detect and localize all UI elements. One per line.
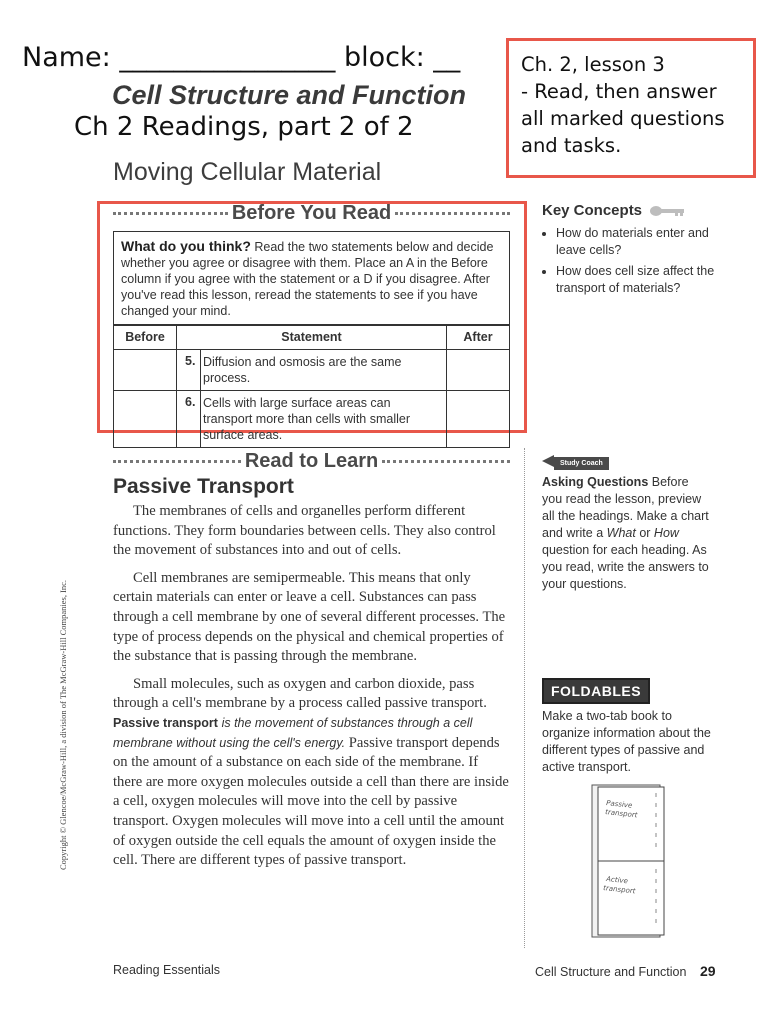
how-term: How <box>653 526 679 540</box>
list-item: • How do materials enter and leave cells? <box>556 225 742 259</box>
name-label: Name: <box>22 42 111 73</box>
key-concepts <box>542 202 742 301</box>
two-tab-book-illustration <box>590 783 670 941</box>
tip-text: question for each heading. As you read, write the answers to your questions. <box>542 543 709 591</box>
study-coach-badge <box>542 452 603 470</box>
tab-label-passive: Passive <box>605 799 633 810</box>
paragraph <box>113 675 509 871</box>
before-header: Before <box>114 325 177 350</box>
key-icon <box>649 204 685 218</box>
read-to-learn-heading <box>113 450 510 473</box>
page-number: 29 <box>699 963 716 979</box>
statement-number: 6. <box>177 391 201 448</box>
after-header: After <box>447 325 510 350</box>
instruction-note <box>506 38 756 178</box>
statement-header: Statement <box>177 325 447 350</box>
passive-transport-heading: Passive Transport <box>113 475 294 498</box>
key-concepts-list <box>542 225 742 297</box>
key-concepts-title: Key Concepts <box>542 202 643 219</box>
readings-title: Ch 2 Readings, part 2 of 2 <box>74 112 414 142</box>
footer-chapter <box>535 963 716 979</box>
column-divider <box>524 448 525 948</box>
block-blank[interactable]: __ <box>433 42 461 73</box>
prompt-bold: What do you think? <box>121 238 251 254</box>
dotted-rule <box>113 212 228 215</box>
after-cell[interactable] <box>447 350 510 391</box>
prompt-text: Read the two statements below and decide whether you agree or disagree with them. Place an A in the Before column if you agree with the statement or a D if you disagree. After you've read this lesson, reread the statements to see if you have changed your mind. <box>121 240 494 318</box>
dotted-rule <box>113 460 241 463</box>
note-line: all marked questions <box>521 107 725 130</box>
footer-chapter-title: Cell Structure and Function <box>535 965 687 979</box>
asking-questions-tip <box>542 474 712 593</box>
footer-book-title: Reading Essentials <box>113 963 221 977</box>
before-cell[interactable] <box>114 350 177 391</box>
table-row <box>114 350 510 391</box>
table-header-row <box>114 325 510 350</box>
asking-questions-heading: Asking Questions <box>542 475 649 489</box>
note-line: - Read, then answer <box>521 80 717 103</box>
paragraph-end: Passive transport depends on the amount of a substance on each side of the membrane. If there are more oxygen molecules outside a cell than there are inside a cell, oxygen molecules will move into the cell by passive transport. Oxygen molecules will move into a cell until the amount of oxygen outside the cell equals the amount of oxygen inside the cell. There are different types of passive transport. <box>113 734 509 869</box>
name-block-line <box>22 42 460 73</box>
tab-label-active: Active <box>605 875 629 886</box>
paragraph: Cell membranes are semipermeable. This means that only certain materials can enter or leave a cell. Substances can pass through a cell membrane by one of several different processes. The type of process depends on the physical and chemical properties of the substance that is passing through the membrane. <box>113 569 506 665</box>
paragraph-start: Small molecules, such as oxygen and carbon dioxide, pass through a cell's membrane by a process called passive transport. <box>113 675 487 712</box>
name-blank[interactable]: ________________ <box>119 42 336 73</box>
after-cell[interactable] <box>447 391 510 448</box>
list-item: • How does cell size affect the transport of materials? <box>556 263 742 297</box>
copyright-notice: Copyright © Glencoe/McGraw-Hill, a division of The McGraw-Hill Companies, Inc. <box>58 579 68 870</box>
chapter-title: Cell Structure and Function <box>112 80 467 110</box>
dotted-rule <box>382 460 510 463</box>
tip-text: Before you read the lesson, preview all the headings. Make a chart and write a <box>542 475 709 540</box>
tab-label-passive: transport <box>604 808 638 820</box>
note-line: Ch. 2, lesson 3 <box>521 53 665 76</box>
block-label: block: <box>343 42 425 73</box>
tab-label-active: transport <box>602 884 636 896</box>
pencil-icon <box>542 455 554 467</box>
key-term: Passive transport <box>113 715 218 730</box>
what-do-you-think-prompt <box>113 231 510 326</box>
study-coach-label: Study Coach <box>554 457 609 470</box>
read-to-learn-title: Read to Learn <box>244 450 379 472</box>
note-line: and tasks. <box>521 134 622 157</box>
statement-text: Diffusion and osmosis are the same process. <box>201 350 447 391</box>
key-concepts-heading <box>542 202 742 219</box>
definition: is the movement of substances through a cell membrane without using the cell's energy. <box>113 715 473 750</box>
lesson-title: Moving Cellular Material <box>113 158 382 186</box>
statement-table <box>113 324 510 448</box>
paragraph: The membranes of cells and organelles perform different functions. They form boundaries between cells. They also control the movement of substances into and out of cells. <box>113 503 496 559</box>
or-word: or <box>639 526 651 540</box>
reading-body <box>113 502 509 879</box>
what-term: What <box>606 526 636 540</box>
foldables-logo: FOLDABLES <box>542 678 650 704</box>
table-row <box>114 391 510 448</box>
statement-text: Cells with large surface areas can transport more than cells with smaller surface areas. <box>201 391 447 448</box>
dotted-rule <box>395 212 510 215</box>
foldables-instruction: Make a two-tab book to organize information about the different types of passive and active transport. <box>542 709 711 774</box>
statement-number: 5. <box>177 350 201 391</box>
before-you-read-title: Before You Read <box>231 202 392 224</box>
before-you-read-heading <box>113 202 510 225</box>
before-cell[interactable] <box>114 391 177 448</box>
